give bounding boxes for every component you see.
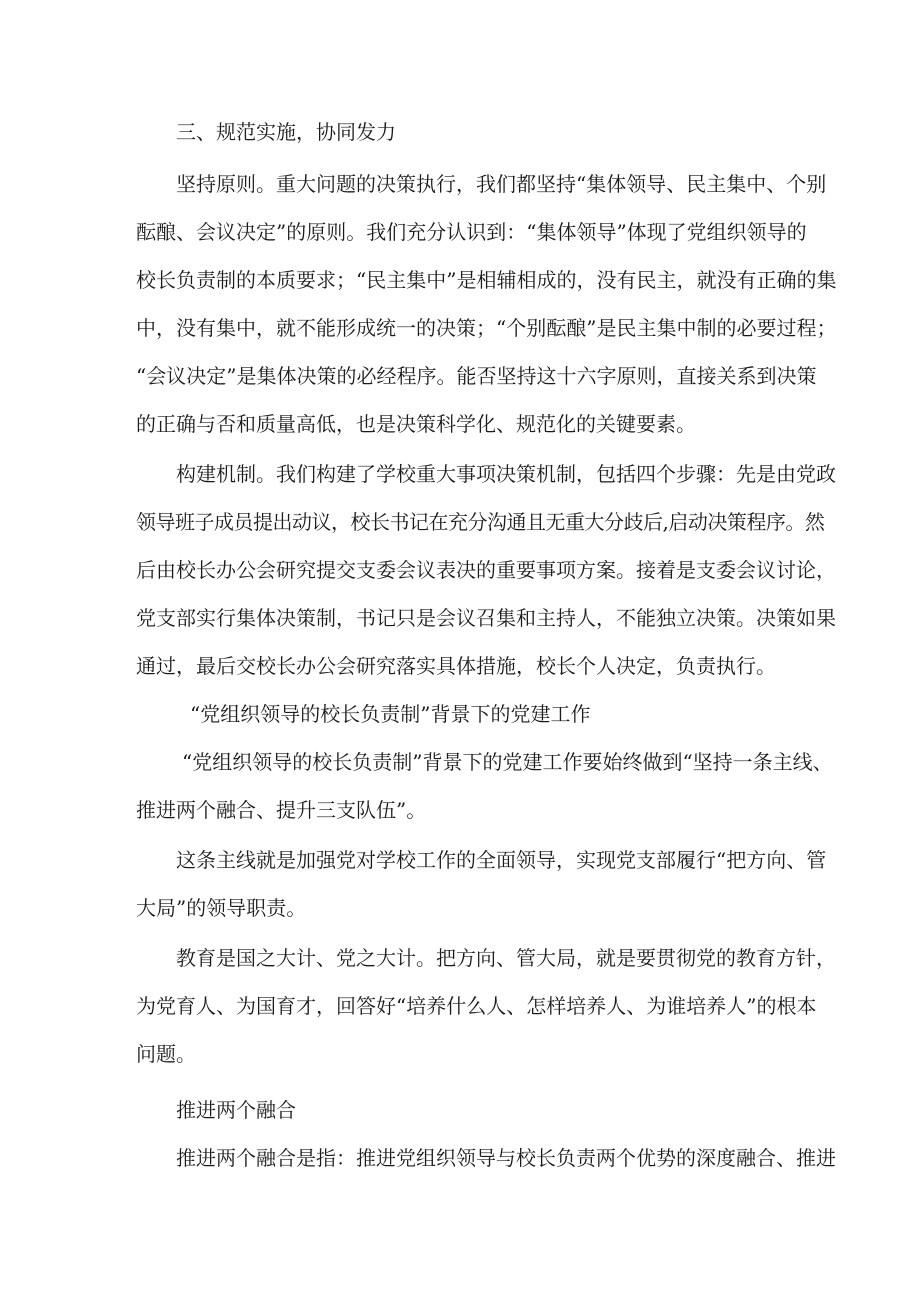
paragraph-line: “党组织领导的校长负责制”背景下的党建工作要始终做到“坚持一条主线、	[182, 750, 833, 774]
paragraph-line: 问题。	[136, 1042, 196, 1066]
paragraph-line: 校长负责制的本质要求；“民主集中”是相辅相成的，没有民主，就没有正确的集	[136, 268, 837, 292]
paragraph-line: 的正确与否和质量高低，也是决策科学化、规范化的关键要素。	[136, 412, 696, 436]
paragraph-line: 党支部实行集体决策制，书记只是会议召集和主持人，不能独立决策。决策如果	[136, 606, 836, 630]
paragraph-line: 教育是国之大计、党之大计。把方向、管大局，就是要贯彻党的教育方针，	[176, 946, 836, 970]
paragraph-line: 中，没有集中，就不能形成统一的决策；“个别酝酿”是民主集中制的必要过程；	[136, 316, 837, 340]
paragraph-line: “会议决定”是集体决策的必经程序。能否坚持这十六字原则，直接关系到决策	[136, 364, 817, 388]
paragraph-line: 推进两个融合是指：推进党组织领导与校长负责两个优势的深度融合、推进	[176, 1146, 836, 1170]
paragraph-line: 后由校长办公会研究提交支委会议表决的重要事项方案。接着是支委会议讨论，	[136, 558, 836, 582]
subtitle: “党组织领导的校长负责制”背景下的党建工作	[190, 702, 591, 726]
paragraph-line: 通过，最后交校长办公会研究落实具体措施，校长个人决定，负责执行。	[136, 654, 776, 678]
paragraph-line: 这条主线就是加强党对学校工作的全面领导，实现党支部履行“把方向、管	[176, 848, 827, 872]
paragraph-line: 领导班子成员提出动议，校长书记在充分沟通且无重大分歧后,启动决策程序。然	[136, 510, 825, 534]
paragraph-line: 推进两个融合、提升三支队伍”。	[136, 798, 427, 822]
paragraph-line: 大局”的领导职责。	[136, 896, 307, 920]
paragraph-line: 构建机制。我们构建了学校重大事项决策机制，包括四个步骤：先是由党政	[176, 462, 836, 486]
section-heading: 三、规范实施，协同发力	[176, 120, 396, 144]
paragraph-line: 为党育人、为国育才，回答好“培养什么人、怎样培养人、为谁培养人”的根本	[136, 994, 817, 1018]
section-heading: 推进两个融合	[176, 1098, 296, 1122]
paragraph-line: 坚持原则。重大问题的决策执行，我们都坚持“集体领导、民主集中、个别	[176, 172, 827, 196]
paragraph-line: 酝酿、会议决定”的原则。我们充分认识到：“集体领导”体现了党组织领导的	[136, 220, 807, 244]
